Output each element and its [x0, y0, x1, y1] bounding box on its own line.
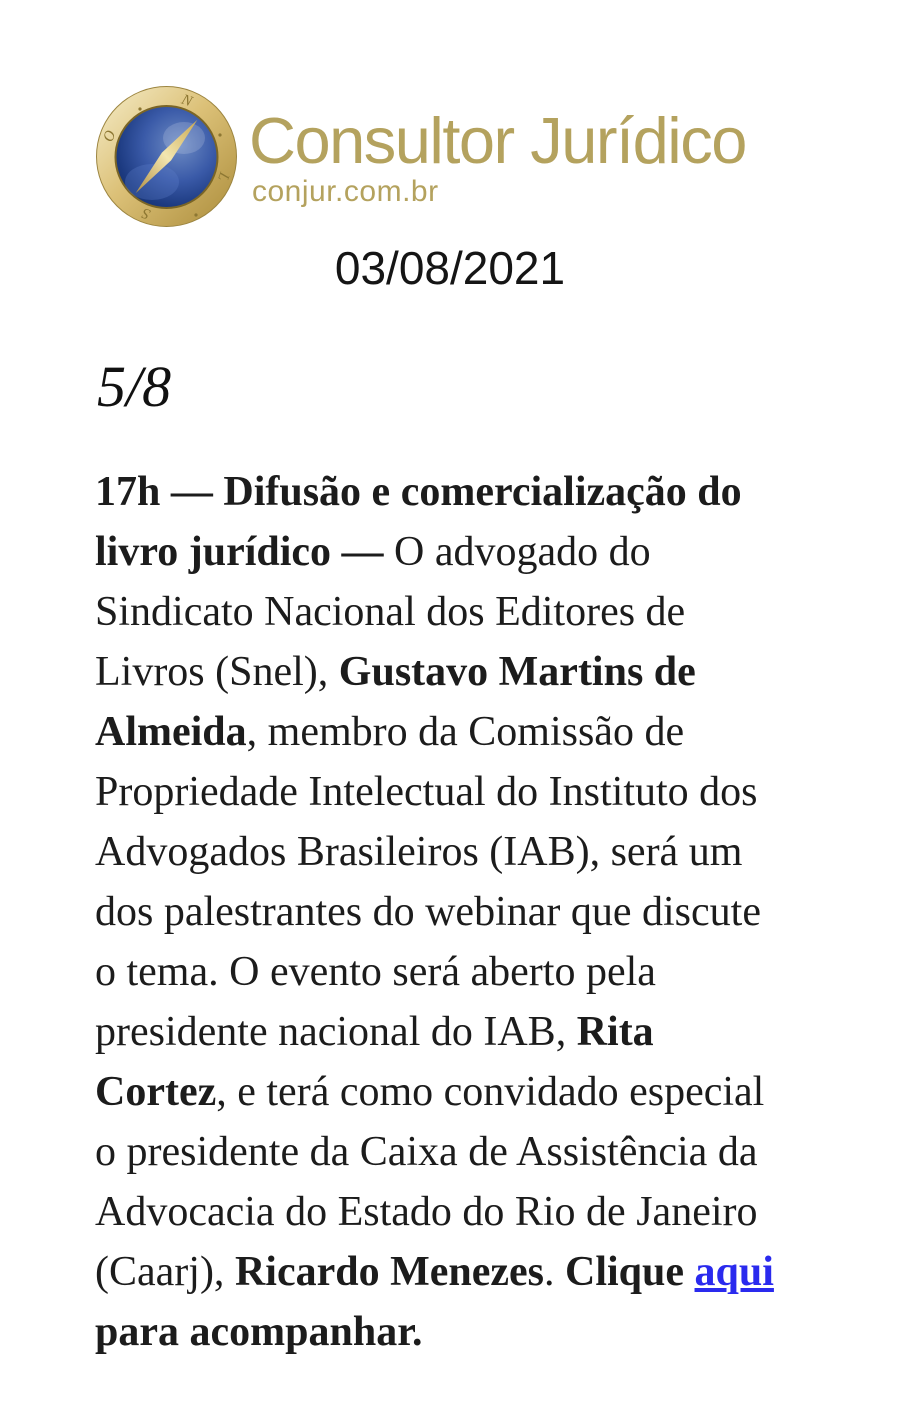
conjur-logo [96, 86, 746, 227]
article-line [95, 822, 855, 882]
article-segment: livro jurídico — [95, 529, 395, 575]
compass-letter-l: L [214, 170, 233, 184]
article-segment: Propriedade Intelectual do Instituto dos [95, 769, 758, 815]
compass-letter-n: N [179, 91, 195, 111]
article-line [95, 1002, 855, 1062]
article-line [95, 522, 855, 582]
article-segment: , e terá como convidado especial [216, 1069, 765, 1115]
article-segment: o tema. O evento será aberto pela [95, 949, 656, 995]
brand-domain: conjur.com.br [252, 175, 439, 208]
article-segment: Gustavo Martins de [338, 649, 696, 695]
date-heading: 03/08/2021 [334, 242, 566, 294]
article-segment: 17h — Difusão e comercialização do [95, 469, 742, 515]
article-segment: o presidente da Caixa de Assistência da [95, 1129, 758, 1175]
article-segment: Advocacia do Estado do Rio de Janeiro [95, 1189, 758, 1235]
article-segment: Livros (Snel), [95, 649, 339, 695]
article-line [95, 582, 855, 642]
brand-title: Consultor Jurídico [249, 104, 746, 177]
article-line [95, 882, 855, 942]
article-text [95, 462, 855, 1362]
article-line [95, 942, 855, 1002]
article-line [95, 1302, 855, 1362]
aqui-link[interactable]: aqui [694, 1249, 774, 1295]
page-indicator: 5/8 [97, 354, 172, 419]
article-line [95, 642, 855, 702]
article-line [95, 462, 855, 522]
article-line [95, 702, 855, 762]
article-line [95, 1182, 855, 1242]
article-segment: Almeida [95, 709, 247, 755]
logo-text-block [249, 86, 746, 208]
compass-letter-o: O [100, 128, 120, 145]
article-segment: Clique [565, 1249, 695, 1295]
article-line [95, 1242, 855, 1302]
article-segment: Advogados Brasileiros (IAB), será um [95, 829, 743, 875]
article-line [95, 762, 855, 822]
compass-letter-s: S [140, 204, 153, 222]
article-line [95, 1122, 855, 1182]
article-segment: O advogado do [394, 529, 651, 575]
article-segment: , membro da Comissão de [246, 709, 685, 755]
compass-icon [96, 86, 237, 227]
article-segment: para acompanhar. [95, 1309, 423, 1355]
article-segment: Cortez [95, 1069, 217, 1115]
article-segment: (Caarj), [95, 1249, 235, 1295]
article-line [95, 1062, 855, 1122]
article-segment: Sindicato Nacional dos Editores de [95, 589, 686, 635]
article-segment: dos palestrantes do webinar que discute [95, 889, 761, 935]
article-segment: presidente nacional do IAB, [95, 1009, 577, 1055]
article-segment: Rita [576, 1009, 654, 1055]
article-segment: . [544, 1249, 565, 1295]
article-segment: Ricardo Menezes [234, 1249, 544, 1295]
